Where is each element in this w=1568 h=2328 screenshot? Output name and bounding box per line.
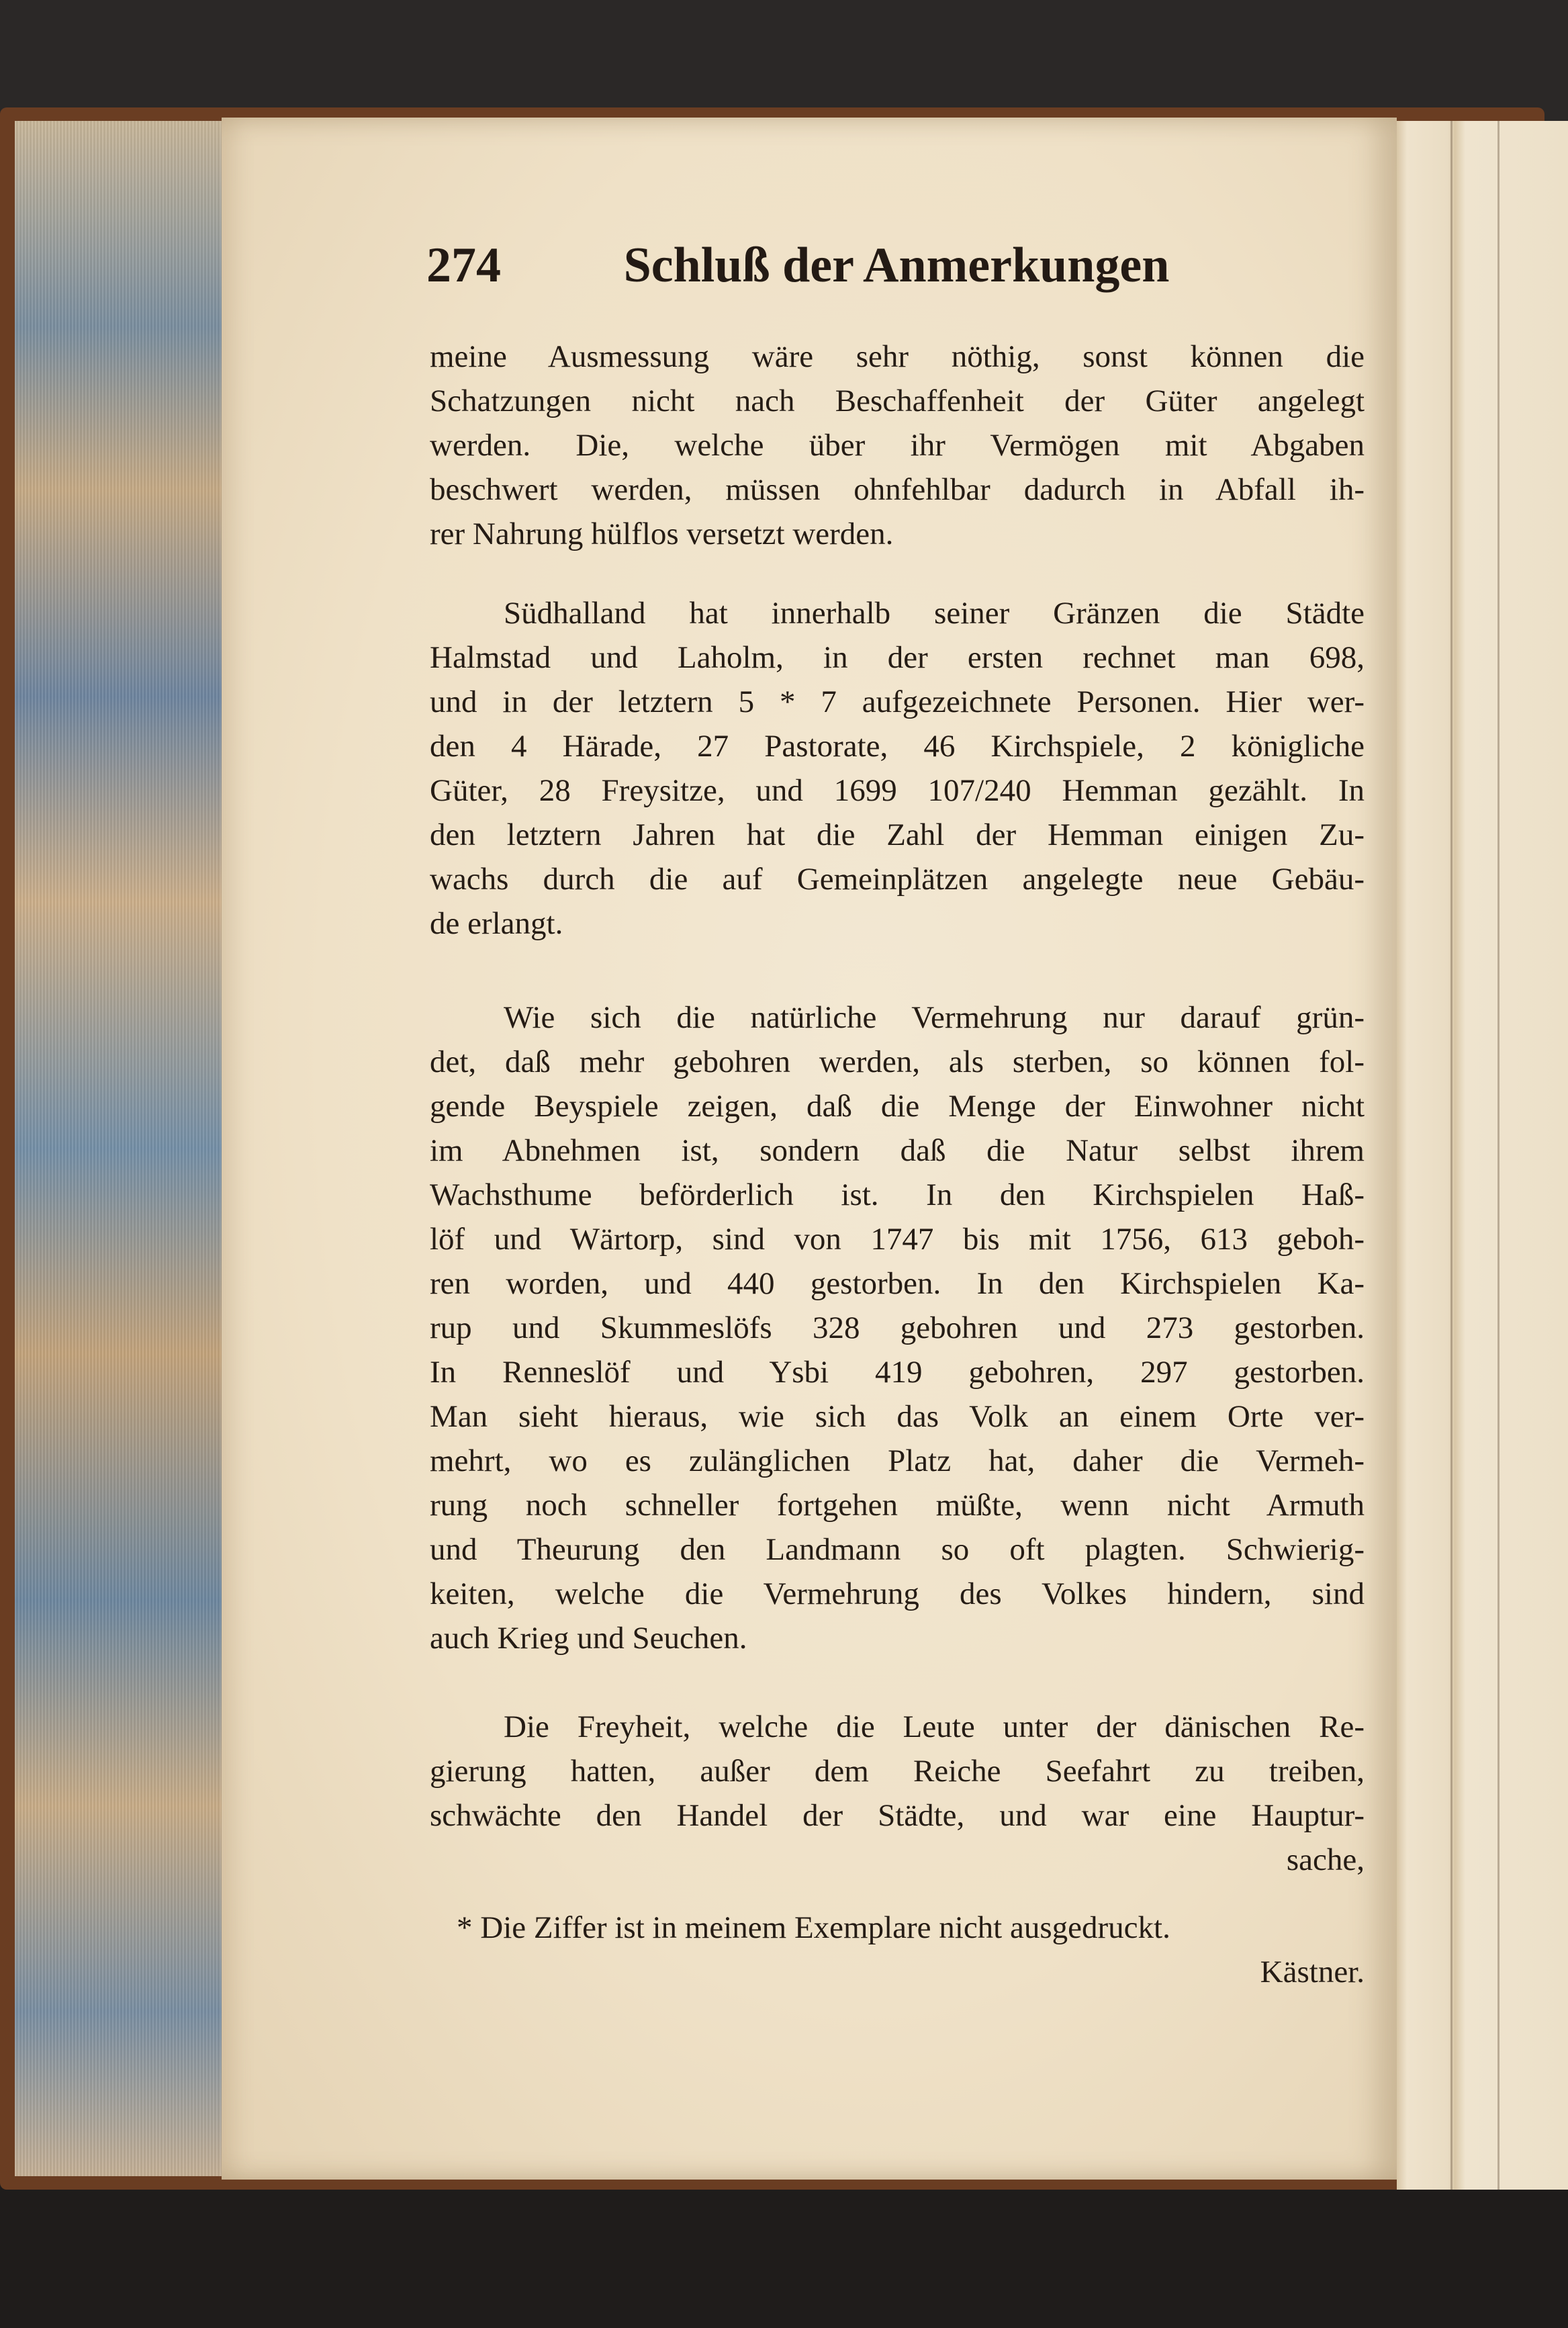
text-line: det, daß mehr gebohren werden, als sterben, so können fol- — [430, 1044, 1365, 1079]
text-line: Halmstad und Laholm, in der ersten rechnet man 698, — [430, 640, 1365, 675]
text-line: auch Krieg und Seuchen. — [430, 1621, 747, 1656]
paragraph — [430, 995, 1365, 1660]
text-line: rup und Skummeslöfs 328 gebohren und 273 gestorben. — [430, 1310, 1365, 1345]
text-line: werden. Die, welche über ihr Vermögen mit Abgaben — [430, 428, 1365, 463]
text-line: rung noch schneller fortgehen müßte, wenn nicht Armuth — [430, 1488, 1365, 1523]
text-line: Wachsthume beförderlich ist. In den Kirchspielen Haß- — [430, 1177, 1365, 1212]
text-line: Man sieht hieraus, wie sich das Volk an einem Orte ver- — [430, 1399, 1365, 1434]
paragraph — [430, 334, 1365, 556]
text-line: Schatzungen nicht nach Beschaffenheit der Güter angelegt — [430, 384, 1365, 418]
text-line: ren worden, und 440 gestorben. In den Kirchspielen Ka- — [430, 1266, 1365, 1301]
paragraph — [430, 1705, 1365, 1882]
text-line: sache, — [1286, 1842, 1365, 1877]
text-line: keiten, welche die Vermehrung des Volkes hindern, sind — [430, 1576, 1365, 1611]
text-line: und in der letztern 5 * 7 aufgezeichnete Personen. Hier wer- — [430, 684, 1365, 719]
paragraph — [430, 591, 1365, 946]
running-title: Schluß der Anmerkungen — [623, 238, 1170, 293]
text-line: den letztern Jahren hat die Zahl der Hemman einigen Zu- — [430, 817, 1365, 852]
text-line: Wie sich die natürliche Vermehrung nur darauf grün- — [504, 1000, 1365, 1035]
text-line: beschwert werden, müssen ohnfehlbar dadurch in Abfall ih- — [430, 472, 1365, 507]
text-line: wachs durch die auf Gemeinplätzen angelegte neue Gebäu- — [430, 862, 1365, 897]
text-line: meine Ausmessung wäre sehr nöthig, sonst können die — [430, 339, 1365, 374]
text-line: In Renneslöf und Ysbi 419 gebohren, 297 gestorben. — [430, 1355, 1365, 1390]
following-pages-edge — [1397, 121, 1568, 2190]
text-line: löf und Wärtorp, sind von 1747 bis mit 1756, 613 geboh- — [430, 1222, 1365, 1257]
text-line: mehrt, wo es zulänglichen Platz hat, daher die Vermeh- — [430, 1443, 1365, 1478]
text-line: Südhalland hat innerhalb seiner Gränzen die Städte — [504, 596, 1365, 631]
footnote — [430, 1906, 1365, 1994]
marbled-page-edges — [15, 121, 230, 2176]
text-line: den 4 Härade, 27 Pastorate, 46 Kirchspiele, 2 königliche — [430, 729, 1365, 764]
footnote-text: * Die Ziffer ist in meinem Exemplare nicht ausgedruckt. — [457, 1910, 1170, 1945]
text-line: gierung hatten, außer dem Reiche Seefahrt zu treiben, — [430, 1754, 1365, 1789]
text-line: schwächte den Handel der Städte, und war eine Hauptur- — [430, 1798, 1365, 1833]
text-line: im Abnehmen ist, sondern daß die Natur selbst ihrem — [430, 1133, 1365, 1168]
text-line: Die Freyheit, welche die Leute unter der dänischen Re- — [504, 1709, 1365, 1744]
text-line: rer Nahrung hülflos versetzt werden. — [430, 517, 894, 551]
text-line: gende Beyspiele zeigen, daß die Menge der Einwohner nicht — [430, 1089, 1365, 1124]
text-line: de erlangt. — [430, 906, 563, 941]
text-line: und Theurung den Landmann so oft plagten. Schwierig- — [430, 1532, 1365, 1567]
text-line: Güter, 28 Freysitze, und 1699 107/240 Hemman gezählt. In — [430, 773, 1365, 808]
page-number: 274 — [426, 238, 501, 293]
footnote-signature: Kästner. — [1260, 1955, 1365, 1989]
